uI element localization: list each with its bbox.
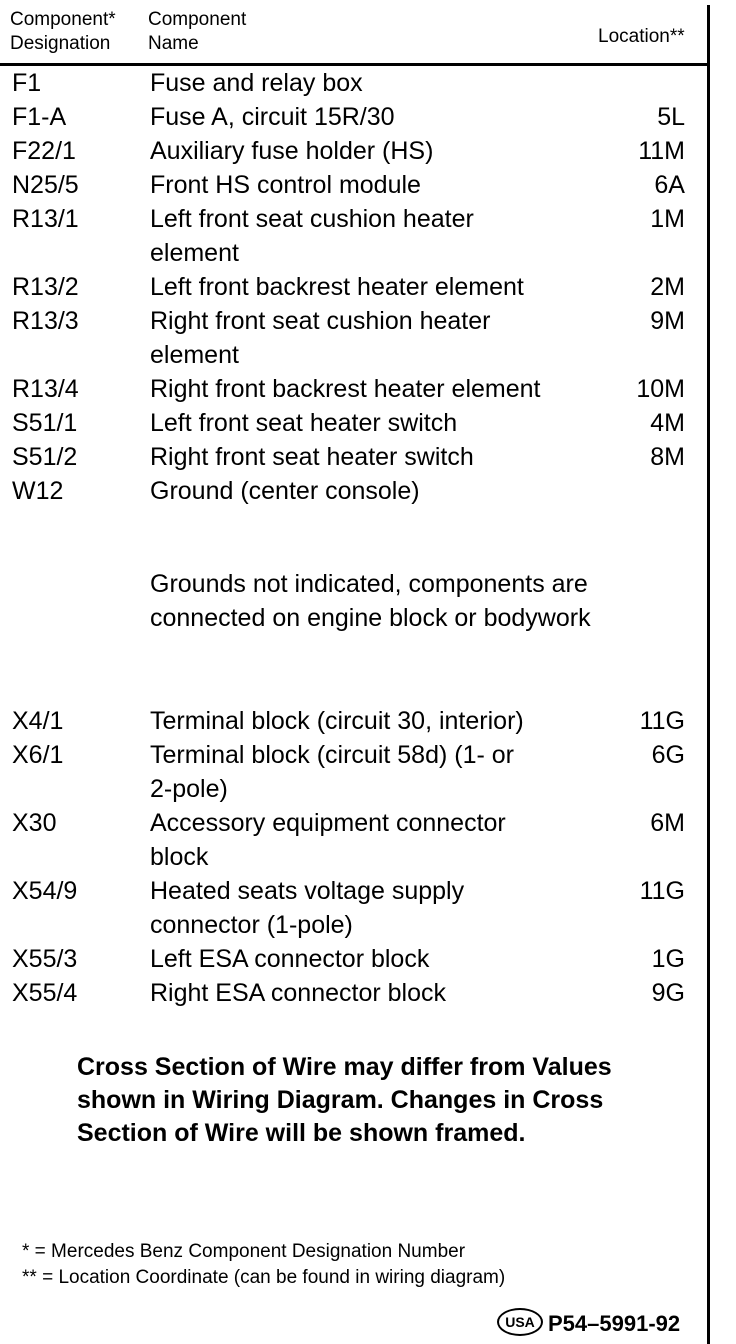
location: 5L (657, 103, 685, 131)
component-name: Right front seat cushion heater element (150, 307, 491, 369)
header-designation-line1: Component* (10, 9, 116, 30)
header-designation (10, 8, 116, 56)
right-border-line (707, 5, 710, 1344)
designation: S51/2 (12, 443, 78, 471)
location: 9G (651, 979, 685, 1007)
component-name: Accessory equipment connector block (150, 809, 506, 871)
wire-cross-section-warning: Cross Section of Wire may differ from Values shown in Wiring Diagram. Changes in Cross Section of Wire will be shown framed. (77, 1053, 612, 1147)
location: 1G (651, 945, 685, 973)
designation: X54/9 (12, 877, 78, 905)
footnote-location: ** = Location Coordinate (can be found in wiring diagram) (22, 1267, 506, 1288)
location: 6G (651, 741, 685, 769)
figure-code: P54–5991-92 (548, 1311, 681, 1336)
component-name: Auxiliary fuse holder (HS) (150, 137, 434, 165)
location: 6A (654, 171, 685, 199)
location: 11G (639, 877, 685, 905)
table-row (0, 874, 707, 942)
table-row (0, 202, 707, 270)
table-row (0, 474, 707, 508)
component-table-continued (0, 704, 707, 1010)
table-row (0, 440, 707, 474)
table-row (0, 134, 707, 168)
designation: R13/2 (12, 273, 79, 301)
component-name: Ground (center console) (150, 477, 420, 505)
location: 11M (638, 137, 685, 165)
location: 8M (650, 443, 685, 471)
designation: N25/5 (12, 171, 79, 199)
component-name: Terminal block (circuit 58d) (1- or 2-pole) (150, 741, 514, 803)
header-designation-line2: Designation (10, 33, 111, 54)
component-name: Fuse A, circuit 15R/30 (150, 103, 395, 131)
designation: R13/1 (12, 205, 79, 233)
designation: F22/1 (12, 137, 76, 165)
usa-badge: USA (497, 1308, 543, 1336)
table-row (0, 100, 707, 134)
table-row (0, 66, 707, 100)
designation: R13/4 (12, 375, 79, 403)
table-row (0, 976, 707, 1010)
component-name: Fuse and relay box (150, 69, 363, 97)
table-row (0, 806, 707, 874)
table-row (0, 372, 707, 406)
table-row (0, 738, 707, 806)
location: 6M (650, 809, 685, 837)
footnote-designation: * = Mercedes Benz Component Designation Number (22, 1241, 466, 1262)
location: 2M (650, 273, 685, 301)
component-name: Right front seat heater switch (150, 443, 474, 471)
location: 11G (639, 707, 685, 735)
component-name: Front HS control module (150, 171, 421, 199)
component-name: Left front backrest heater element (150, 273, 524, 301)
designation: F1-A (12, 103, 67, 131)
designation: X4/1 (12, 707, 64, 735)
component-name: Heated seats voltage supply connector (1-pole) (150, 877, 465, 939)
component-name: Left front seat cushion heater element (150, 205, 474, 267)
designation: X55/3 (12, 945, 78, 973)
header-location: Location** (598, 26, 685, 47)
component-name: Left ESA connector block (150, 945, 430, 973)
header-name-line1: Component (148, 9, 247, 30)
designation: X6/1 (12, 741, 64, 769)
location: 4M (650, 409, 685, 437)
header-name (148, 8, 246, 56)
component-table (0, 66, 707, 508)
component-name: Left front seat heater switch (150, 409, 458, 437)
component-name: Right front backrest heater element (150, 375, 541, 403)
location: 10M (636, 375, 685, 403)
component-name: Right ESA connector block (150, 979, 446, 1007)
designation: W12 (12, 477, 64, 505)
table-row (0, 942, 707, 976)
location: 9M (650, 307, 685, 335)
table-row (0, 270, 707, 304)
header-name-line2: Name (148, 33, 199, 54)
location: 1M (650, 205, 685, 233)
table-row (0, 168, 707, 202)
grounds-note: Grounds not indicated, components are connected on engine block or bodywork (150, 570, 591, 632)
designation: S51/1 (12, 409, 78, 437)
table-row (0, 406, 707, 440)
component-name: Terminal block (circuit 30, interior) (150, 707, 524, 735)
table-row (0, 304, 707, 372)
designation: F1 (12, 69, 42, 97)
designation: X55/4 (12, 979, 78, 1007)
designation: X30 (12, 809, 57, 837)
designation: R13/3 (12, 307, 79, 335)
table-row (0, 704, 707, 738)
